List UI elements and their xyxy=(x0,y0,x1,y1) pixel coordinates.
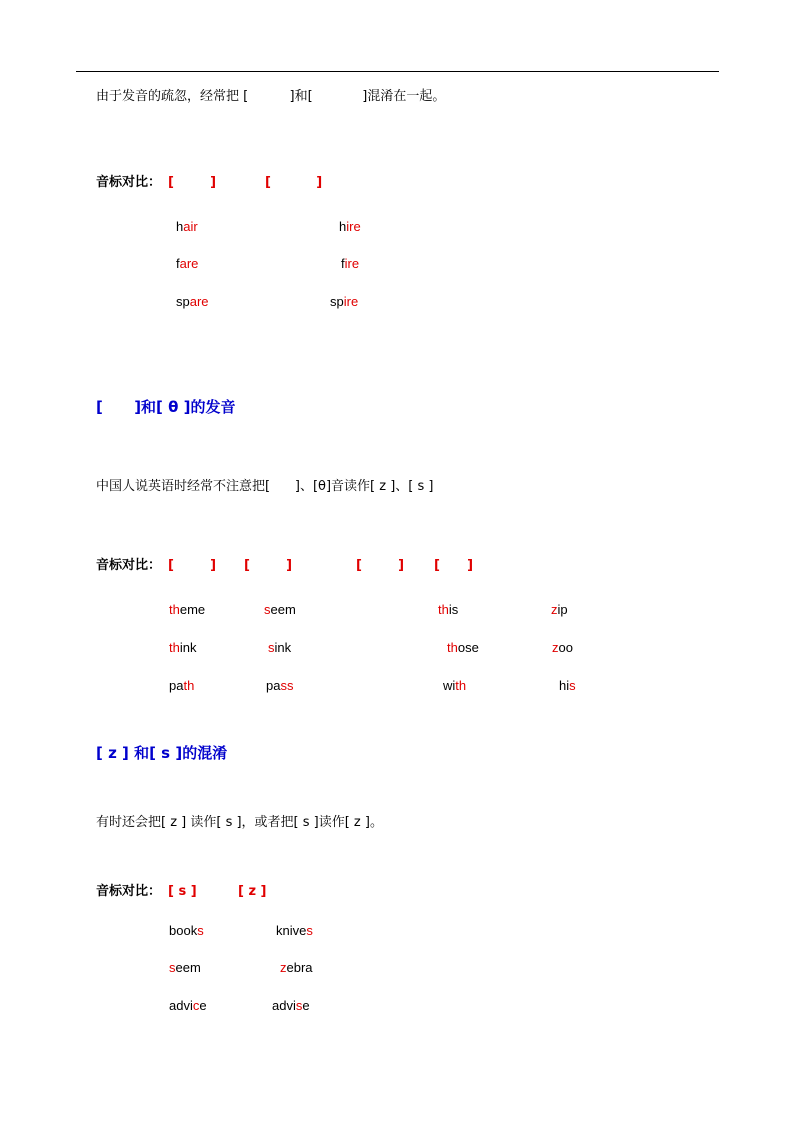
section1-compare-label: 音标对比： xyxy=(96,175,162,190)
word: those xyxy=(447,640,479,655)
word: advice xyxy=(169,998,207,1013)
word: spire xyxy=(330,294,359,309)
word: hire xyxy=(339,219,361,234)
section2-symbol-3: [ ] xyxy=(356,558,405,573)
section2-symbol-4: [ ] xyxy=(434,558,474,573)
section1-symbol-2: [ ] xyxy=(265,175,323,190)
word: theme xyxy=(169,602,206,617)
word: seem xyxy=(169,960,201,975)
word: knives xyxy=(276,923,313,938)
word: spare xyxy=(176,294,209,309)
section2-intro: 中国人说英语时经常不注意把[ ]、[θ]音读作[ z ]、[ s ] xyxy=(96,479,434,494)
section3-symbol-2: [ z ] xyxy=(238,884,267,899)
word: zip xyxy=(551,602,568,617)
section2-compare-label: 音标对比： xyxy=(96,558,162,573)
section3-symbol-1: [ s ] xyxy=(168,884,197,899)
section2-symbol-1: [ ] xyxy=(168,558,217,573)
word: fare xyxy=(176,256,199,271)
word: zebra xyxy=(280,960,313,975)
word: seem xyxy=(264,602,296,617)
section3-compare-label: 音标对比： xyxy=(96,884,162,899)
word: zoo xyxy=(552,640,573,655)
section2-heading: [ ]和[ θ ]的发音 xyxy=(96,398,236,416)
word: fire xyxy=(341,256,360,271)
word: pass xyxy=(266,678,294,693)
word: this xyxy=(438,602,459,617)
word: path xyxy=(169,678,195,693)
word: books xyxy=(169,923,204,938)
section1-intro: 由于发音的疏忽，经常把 [ ]和[ ]混淆在一起。 xyxy=(96,89,446,104)
word: sink xyxy=(268,640,292,655)
word: with xyxy=(443,678,467,693)
section3-heading: [ z ] 和[ s ]的混淆 xyxy=(96,744,228,762)
section2-symbol-2: [ ] xyxy=(244,558,293,573)
word: his xyxy=(559,678,576,693)
word: advise xyxy=(272,998,310,1013)
word: think xyxy=(169,640,197,655)
section1-symbol-1: [ ] xyxy=(168,175,217,190)
header-rule xyxy=(76,71,719,72)
section3-intro: 有时还会把[ z ] 读作[ s ]，或者把[ s ]读作[ z ]。 xyxy=(96,815,383,830)
word: hair xyxy=(176,219,198,234)
